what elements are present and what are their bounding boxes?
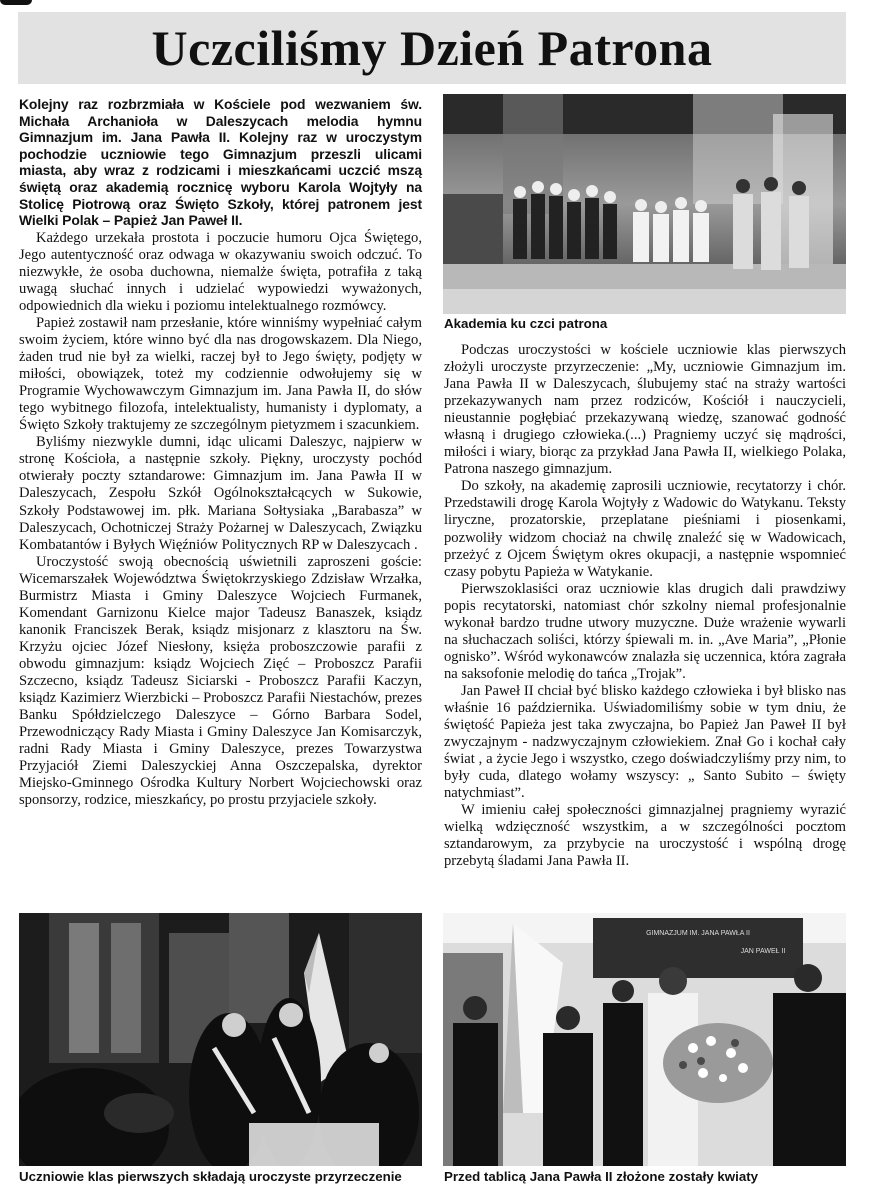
plaque-text: JAN PAWEŁ II xyxy=(740,948,786,955)
photo-caption: Przed tablicą Jana Pawła II złożone zostały kwiaty xyxy=(444,1169,759,1184)
paragraph: W imieniu całej społeczności gimnazjalnej pragniemy wyrazić wielką wdzięczność wszystkim, a w szczególności pocztom sztandarowym, za przybycie na uroczystość i wspólną drogę przebytą śladami Jana Pawła II. xyxy=(444,802,846,870)
left-column xyxy=(19,96,422,809)
paragraph: Byliśmy niezwykle dumni, idąc ulicami Daleszyc, najpierw w stronę Kościoła, a następnie szkoły. Piękny, uroczysty pochód otwierały poczty sztandarowe: Gimnazjum im. Jana Pawła II w Daleszycach, Zespołu Szkół Ogólnokształcących w Sukowie, Szkoły Podstawowej im. płk. Mariana Sołtysiaka „Barabasza” w Daleszycach, Ochotniczej Straży Pożarnej w Daleszycach, Związku Kombatantów i Byłych Więźniów Politycznych RP w Daleszycach . xyxy=(19,434,422,553)
photo-stage-academy xyxy=(443,94,846,314)
photo-plaque-flowers xyxy=(443,913,846,1166)
paragraph: Jan Paweł II chciał być blisko każdego człowieka i był blisko nas właśnie 16 października. Uświadomiliśmy sobie w tym dniu, że świętość Papieża jest taka zwyczajna, bo Papież Jan Paweł II był zwyczajnym - nadzwyczajnym człowiekiem. Znał Go i kochał cały świat , a życie Jego i wszystko, czego doświadczyliśmy przy nim, to były cuda, dlatego wołamy wszyscy: „ Santo Subito – święty natychmiast”. xyxy=(444,682,846,802)
paragraph: Podczas uroczystości w kościele uczniowie klas pierwszych złożyli uroczyste przyrzeczenie: „My, uczniowie Gimnazjum im. Jana Pawła II w Daleszycach, ślubujemy stać na straży wartości przekazywanych nam przez rodziców, Kościół i nauczycieli, nieustannie pogłębiać przekazywaną wiedzę, szanować godność własną i drugiego człowieka.(...) Pragniemy uczyć się mądrości, miłości i wiary, biorąc za przykład Jana Pawła II, wielkiego Polaka, Patrona naszego gimnazjum. xyxy=(444,342,846,478)
title-banner xyxy=(18,12,846,84)
paragraph: Pierwszoklasiści oraz uczniowie klas drugich dali prawdziwy popis recytatorski, natomiast chór szkolny niemal profesjonalnie wykonał bardzo trudne utwory muzyczne. Duże wrażenie wywarli na słuchaczach soliści, którzy śpiewali m. in. „Ave Maria”, „Płonie ognisko”. Wśród wykonawców znalazła się uczennica, która zagrała na saksofonie melodię do tańca „Trojak”. xyxy=(444,580,846,682)
article-lead: Kolejny raz rozbrzmiała w Kościele pod wezwaniem św. Michała Archanioła w Daleszycach melodia hymnu Gimnazjum im. Jana Pawła II. Kolejny raz w uroczystym pochodzie uczniowie tego Gimnazjum przeszli ulicami miasta, aby wraz z rodzicami i mieszkańcami uczcić mszą świętą oraz akademią rocznicę wyboru Karola Wojtyły na Stolicę Piotrową oraz Święto Szkoły, której patronem jest Wielki Polak – Papież Jan Paweł II. xyxy=(19,96,422,229)
photo-caption: Akademia ku czci patrona xyxy=(444,316,608,331)
paragraph: Do szkoły, na akademię zaprosili uczniowie, recytatorzy i chór. Przedstawili drogę Karola Wojtyły z Wadowic do Watykanu. Teksty liryczne, prozatorskie, przeplatane pieśniami i piosenkami, pozwoliły widzom chociaż na chwilę znaleźć się w Wadowicach, przeżyć z Ojcem Świętym okres okupacji, a następnie wspomnieć czasy pobytu Papieża w Watykanie. xyxy=(444,478,846,580)
article-title: Uczciliśmy Dzień Patrona xyxy=(151,20,713,76)
right-column xyxy=(444,342,846,870)
paragraph: Papież zostawił nam przesłanie, które winniśmy wypełniać całym swoim życiem, które winno być dla nas drogowskazem. Dla Niego, żaden trud nie był za wielki, raczej był to Jego święty, podjęty w miłości, obowiązek, toteż my codziennie odwołujemy się w Programie Wychowawczym Gimnazjum im. Jana Pawła II, do słów tego wybitnego filozofa, intelektualisty, humanisty i dyplomaty, a Święto Szkoły traktujemy ze szczególnym pietyzmem i szacunkiem. xyxy=(19,314,422,434)
corner-mark xyxy=(0,0,32,5)
paragraph: Uroczystość swoją obecnością uświetnili zaproszeni goście: Wicemarszałek Województwa Świętokrzyskiego Zdzisław Wrzałka, Burmistrz Miasta i Gminy Daleszyce Wojciech Furmanek, Komendant Garnizonu Kielce major Tadeusz Banaszek, ksiądz kanonik Franciszek Berak, ksiądz misjonarz z klasztoru na Św. Krzyżu ojciec Józef Niesłony, księża proboszczowie parafii z obwodu gimnazjum: ksiądz Wojciech Zięć – Proboszcz Parafii Szczecno, ksiądz Tadeusz Siciarski - Proboszcz Parafii Kaczyn, ksiądz Kazimierz Wierzbicki – Proboszcz Parafii Niestachów, prezes Banku Spółdzielczego Daleszyce – Górno Barbara Sodel, Przewodniczący Rady Miasta i Gminy Daleszyce Jan Komisarczyk, radni Rady Miasta i Gminy Daleszyce, prezes Towarzystwa Przyjaciół Ziemi Daleszyckiej Anna Oszczepalska, dyrektor Miejsko-Gminnego Ośrodka Kultury Norbert Wojciechowski oraz sponsorzy, rodzice, mieszkańcy, po prostu przyjaciele szkoły. xyxy=(19,553,422,809)
paragraph: Każdego urzekała prostota i poczucie humoru Ojca Świętego, Jego autentyczność oraz odwaga w okazywaniu swoich odczuć. To niezwykłe, że osoba duchowna, niemalże święta, potrafiła z taką uwagą słuchać innych i udzielać wypowiedzi wyważonych, odpowiednich dla wieku i poziomu intelektualnego rozmówcy. xyxy=(19,229,422,314)
photo-caption: Uczniowie klas pierwszych składają uroczyste przyrzeczenie xyxy=(19,1169,402,1184)
photo-church-oath xyxy=(19,913,422,1166)
plaque-text: GIMNAZJUM IM. JANA PAWŁA II xyxy=(646,930,750,937)
